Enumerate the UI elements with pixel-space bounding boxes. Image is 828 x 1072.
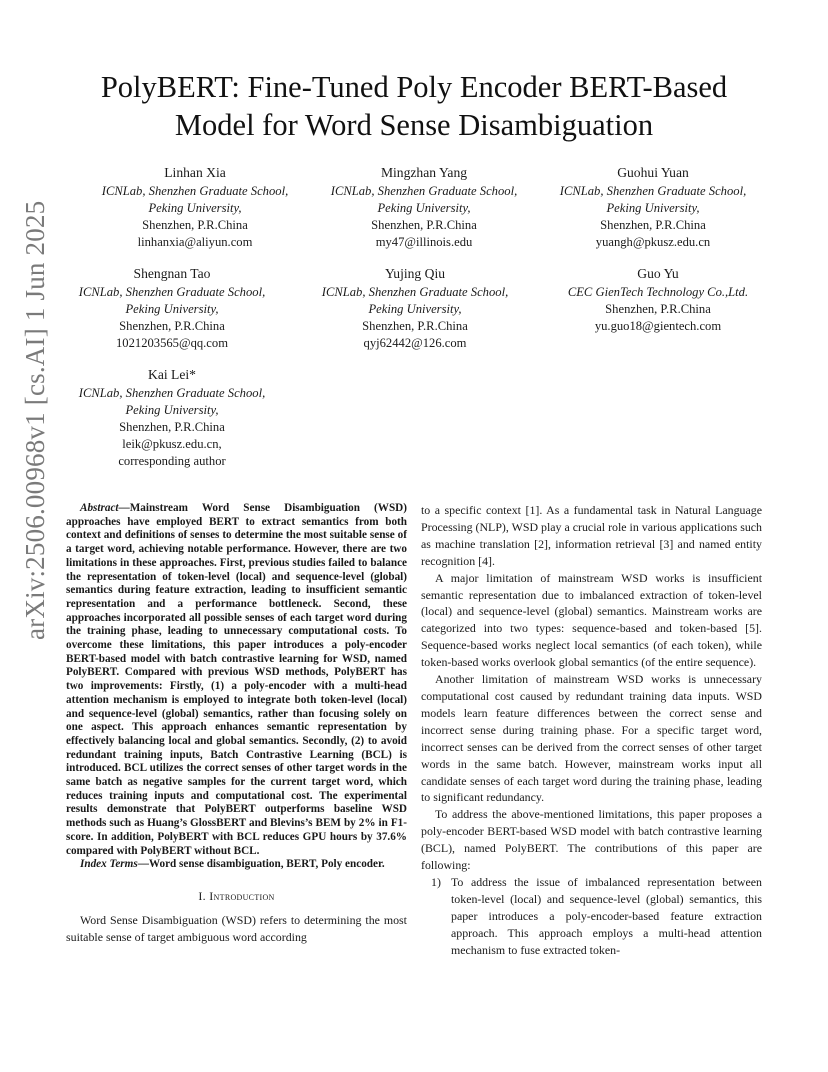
- abstract-label: Abstract: [80, 502, 119, 514]
- author-note: corresponding author: [118, 454, 226, 468]
- author-name: Linhan Xia: [164, 165, 226, 180]
- paper-title: [40, 68, 788, 144]
- author-name: Shengnan Tao: [133, 266, 211, 281]
- author-email: 1021203565@qq.com: [116, 336, 228, 350]
- author-email: leik@pkusz.edu.cn,: [122, 437, 222, 451]
- author-block: [57, 366, 287, 470]
- author-location: Shenzhen, P.R.China: [119, 420, 225, 434]
- body-paragraph: to a specific context [1]. As a fundamental task in Natural Language Processing (NLP), WSD play a crucial role in various applications such as machine translation [2], information retrieval [3] and named entity recognition [4].: [421, 503, 762, 568]
- author-affiliation: ICNLab, Shenzhen Graduate School,: [321, 285, 509, 299]
- index-terms-label: Index Terms: [80, 858, 138, 871]
- author-affiliation: ICNLab, Shenzhen Graduate School,: [559, 184, 747, 198]
- author-email: yuangh@pkusz.edu.cn: [595, 235, 711, 249]
- author-name: Mingzhan Yang: [380, 165, 468, 180]
- author-email: yu.guo18@gientech.com: [594, 319, 722, 333]
- author-location: Shenzhen, P.R.China: [605, 302, 711, 316]
- author-name: Kai Lei*: [148, 367, 196, 382]
- author-location: Shenzhen, P.R.China: [600, 218, 706, 232]
- author-block: [538, 164, 768, 251]
- author-block: [543, 265, 773, 335]
- list-item-number: 1): [431, 874, 441, 889]
- author-affiliation: Peking University,: [377, 201, 471, 215]
- author-location: Shenzhen, P.R.China: [362, 319, 468, 333]
- author-affiliation: Peking University,: [148, 201, 242, 215]
- body-paragraph: Word Sense Disambiguation (WSD) refers to determining the most suitable sense of target ambiguous word according: [66, 912, 407, 944]
- author-affiliation: Peking University,: [368, 302, 462, 316]
- index-terms: [66, 858, 407, 872]
- body-paragraph: To address the above-mentioned limitations, this paper proposes a poly-encoder BERT-based WSD model with batch contrastive learning (BCL), named PolyBERT. The contributions of this paper are following:: [421, 807, 762, 873]
- title-line-1: PolyBERT: Fine-Tuned Poly Encoder BERT-Based: [100, 70, 728, 104]
- author-block: [57, 265, 287, 352]
- title-line-2: Model for Word Sense Disambiguation: [174, 108, 654, 142]
- right-column: [421, 502, 762, 958]
- abstract-text: —Mainstream Word Sense Disambiguation (WSD) approaches have employed BERT to extract semantics from both context and definitions of senses to determine the most suitable sense of a target word, achieving notable performance. However, there are two limitations in these approaches. First, previous studies failed to balance the representation of token-level (local) and sequence-level (global) semantics during feature extraction, leading to insufficient semantic representation and a performance bottleneck. Second, these approaches incorporated all possible senses of each target word during the training phase, leading to unnecessary computational costs. To overcome these limitations, this paper introduces a poly-encoder BERT-based model with batch contrastive learning for WSD, named PolyBERT. Compared with previous WSD methods, PolyBERT has two improvements: Firstly, (1) a poly-encoder with a multi-head attention mechanism is employed to integrate both token-level (local) and sequence-level (global) semantics, rather than focusing solely on one aspect. This approach enhances semantic representation by effectively balancing local and global semantics. Secondly, (2) to avoid redundant training inputs, Batch Contrastive Learning (BCL) is introduced. BCL utilizes the correct senses of other target words in the same batch as negative samples for the current target word, which reduces training inputs and computational cost. The experimental results demonstrate that PolyBERT outperforms baseline WSD methods such as Huang’s GlossBERT and Blevins’s BEM by 2% in F1-score. In addition, PolyBERT with BCL reduces GPU hours by 37.6% compared with PolyBERT without BCL.: [66, 502, 407, 857]
- author-block: [309, 164, 539, 251]
- list-item: [421, 874, 762, 959]
- index-terms-text: —Word sense disambiguation, BERT, Poly encoder.: [137, 858, 385, 871]
- author-location: Shenzhen, P.R.China: [119, 319, 225, 333]
- author-block: [300, 265, 530, 352]
- body-paragraph: Another limitation of mainstream WSD works is unnecessary computational cost caused by redundant training data inputs. WSD models learn feature differences between the correct sense and incorrect sense during training phase. For a specific target word, incorrect senses can be derived from the correct senses of other target words in the same batch. However, mainstream works input all candidate senses of each target word during the training phase, leading to significant redundancy.: [421, 672, 762, 805]
- author-name: Guohui Yuan: [617, 165, 689, 180]
- author-affiliation: ICNLab, Shenzhen Graduate School,: [78, 386, 266, 400]
- author-email: qyj62442@126.com: [363, 336, 467, 350]
- arxiv-identifier-text: arXiv:2506.00968v1 [cs.AI] 1 Jun 2025: [20, 200, 50, 640]
- author-block: [80, 164, 310, 251]
- author-affiliation: Peking University,: [125, 403, 219, 417]
- left-column: [66, 502, 407, 946]
- author-name: Yujing Qiu: [384, 266, 446, 281]
- body-paragraph: A major limitation of mainstream WSD works is insufficient semantic representation due to imbalanced extraction of token-level (local) and sequence-level (global) semantics. Mainstream works are categorized into two types: sequence-based and token-based [5]. Sequence-based works neglect local semantics (of each token), while token-based works overlook global semantics (of the entire sequence).: [421, 570, 762, 670]
- abstract: [66, 502, 407, 858]
- contribution-list: [421, 874, 762, 959]
- author-affiliation: Peking University,: [125, 302, 219, 316]
- author-affiliation: Peking University,: [606, 201, 700, 215]
- author-location: Shenzhen, P.R.China: [142, 218, 248, 232]
- author-name: Guo Yu: [637, 266, 679, 281]
- author-affiliation: ICNLab, Shenzhen Graduate School,: [78, 285, 266, 299]
- author-email: my47@illinois.edu: [375, 235, 473, 249]
- author-affiliation: CEC GienTech Technology Co.,Ltd.: [567, 285, 749, 299]
- author-affiliation: ICNLab, Shenzhen Graduate School,: [101, 184, 289, 198]
- author-email: linhanxia@aliyun.com: [137, 235, 253, 249]
- section-heading: I. Introduction: [198, 888, 275, 903]
- author-location: Shenzhen, P.R.China: [371, 218, 477, 232]
- list-item-text: To address the issue of imbalanced representation between token-level (local) and sequence-level (global) semantics, this paper introduces a poly-encoder-based feature extraction approach. This approach employs a multi-head attention mechanism to fuse extracted token-: [451, 874, 762, 957]
- author-affiliation: ICNLab, Shenzhen Graduate School,: [330, 184, 518, 198]
